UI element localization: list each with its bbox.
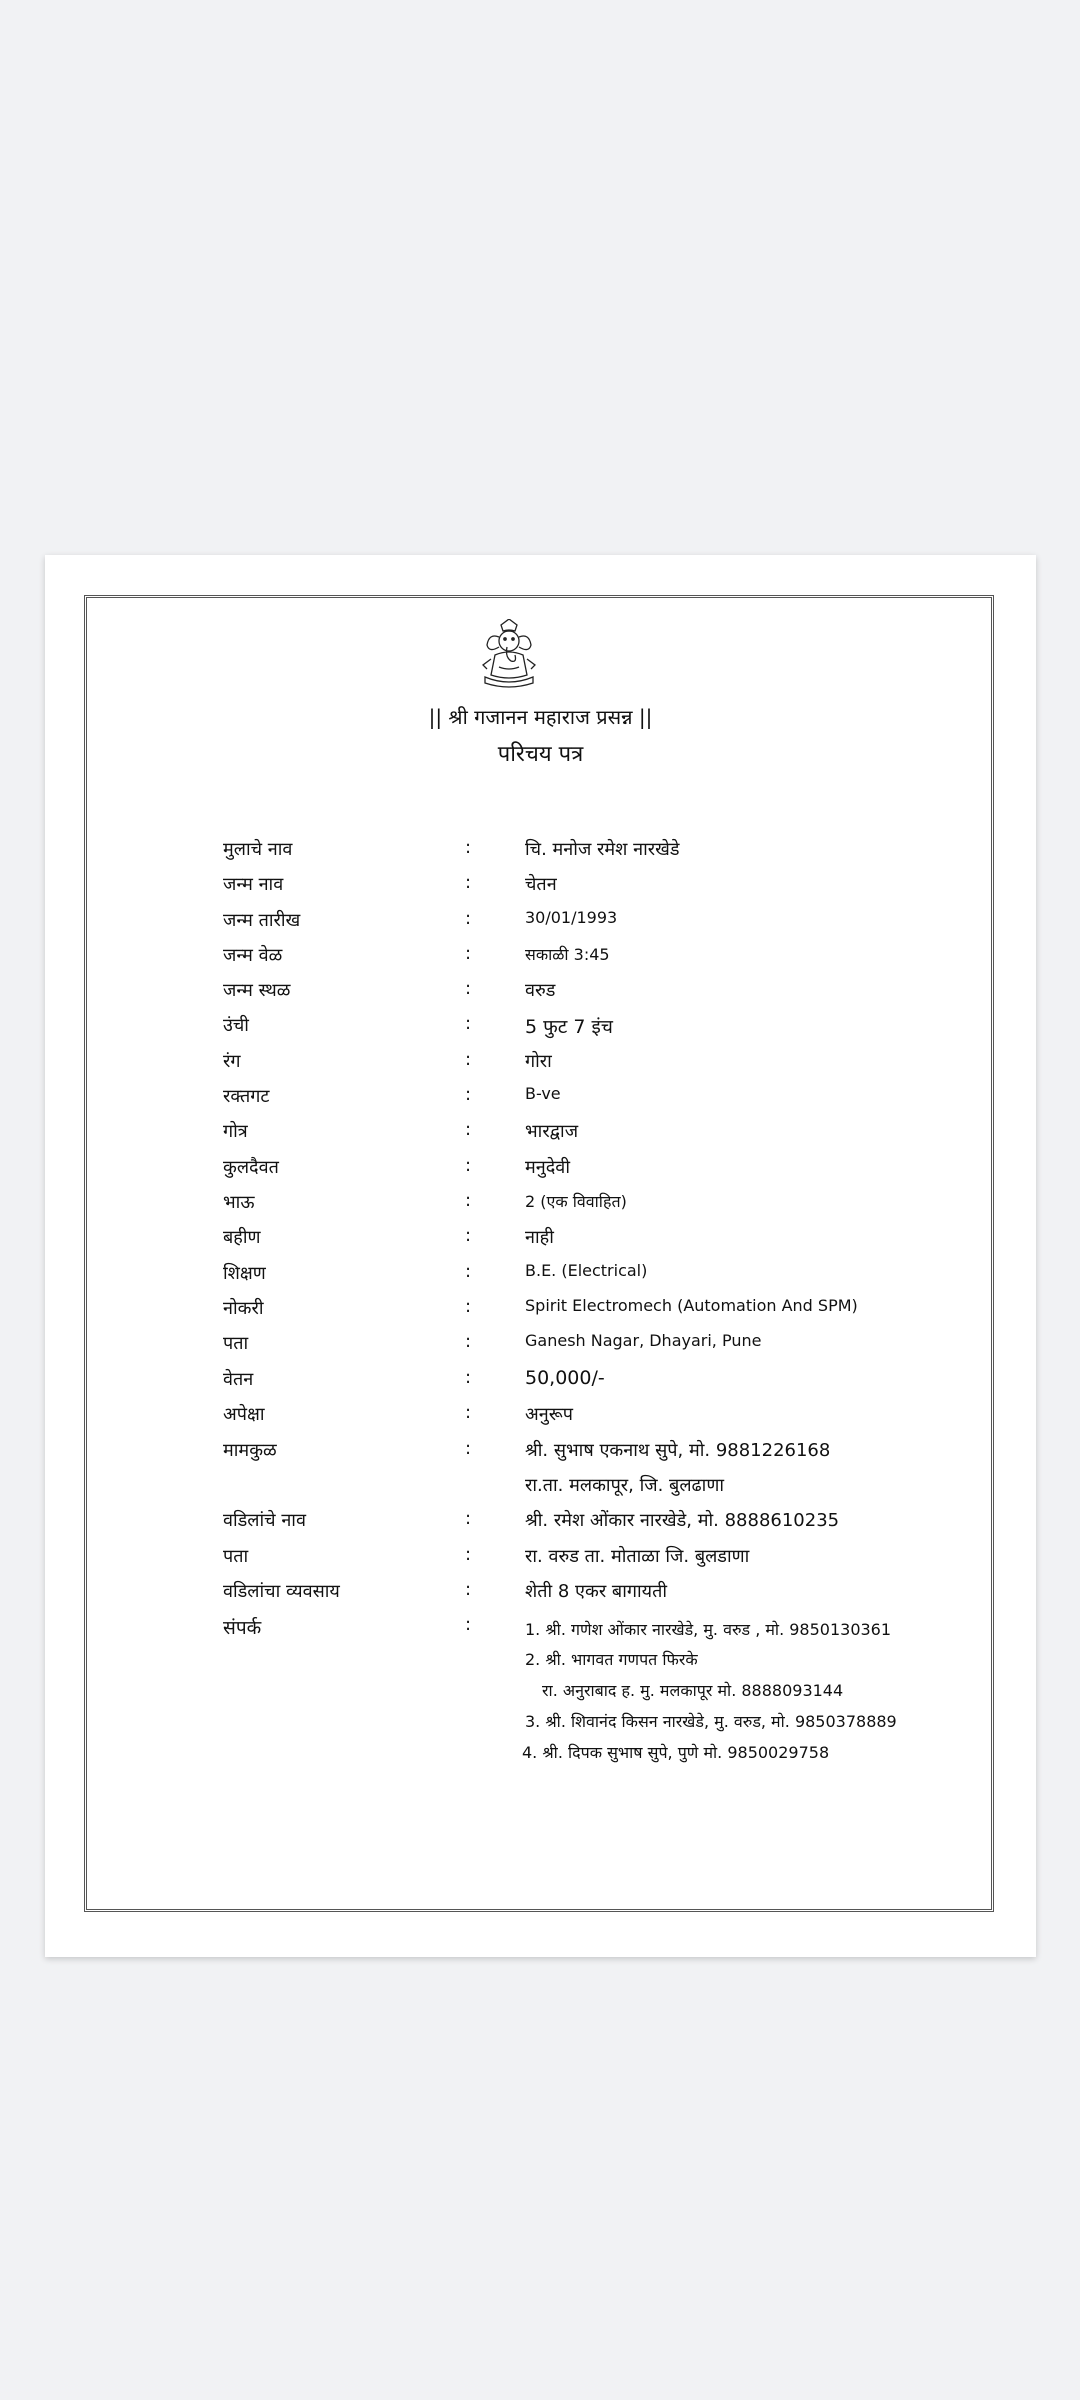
- row-separator: :: [465, 978, 472, 999]
- row-value: Ganesh Nagar, Dhayari, Pune: [525, 1331, 762, 1350]
- row-value: 5 फुट 7 इंच: [525, 1016, 613, 1038]
- row-value: चि. मनोज रमेश नारखेडे: [525, 839, 680, 860]
- row-label: कुलदैवत: [223, 1157, 279, 1178]
- row-label: अपेक्षा: [223, 1404, 265, 1425]
- row-value: गोरा: [525, 1051, 552, 1072]
- row-separator: :: [465, 1508, 472, 1529]
- row-separator: :: [465, 1438, 472, 1459]
- row-value: अनुरूप: [525, 1404, 573, 1425]
- page-title: परिचय पत्र: [497, 742, 584, 767]
- row-separator: :: [465, 943, 472, 964]
- row-separator: :: [465, 1331, 472, 1352]
- row-separator: :: [465, 908, 472, 929]
- row-value: मनुदेवी: [525, 1157, 570, 1178]
- row-value: रा. वरुड ता. मोताळा जि. बुलडाणा: [525, 1546, 750, 1567]
- row-value: B.E. (Electrical): [525, 1261, 648, 1280]
- row-separator: :: [465, 1261, 472, 1282]
- row-label: गोत्र: [223, 1121, 248, 1142]
- row-label: जन्म तारीख: [223, 910, 301, 931]
- contact-item: 4. श्री. दिपक सुभाष सुपे, पुणे मो. 9850029758: [522, 1743, 830, 1762]
- contact-item: 2. श्री. भागवत गणपत फिरके: [525, 1650, 698, 1669]
- row-label: रंग: [223, 1051, 241, 1072]
- row-label: शिक्षण: [223, 1263, 266, 1284]
- row-separator: :: [465, 1084, 472, 1105]
- row-separator: :: [465, 1579, 472, 1600]
- row-label: रक्तगट: [223, 1086, 270, 1107]
- row-separator: :: [465, 1402, 472, 1423]
- row-label: नोकरी: [223, 1298, 264, 1319]
- row-value: चेतन: [525, 874, 557, 895]
- row-value: श्री. सुभाष एकनाथ सुपे, मो. 9881226168: [525, 1440, 831, 1461]
- row-label: मामकुळ: [223, 1440, 277, 1461]
- contact-item: 3. श्री. शिवानंद किसन नारखेडे, मु. वरुड, मो. 9850378889: [525, 1712, 897, 1731]
- row-label: जन्म नाव: [223, 874, 284, 895]
- row-label: पता: [223, 1546, 249, 1567]
- row-separator: :: [465, 1190, 472, 1211]
- row-label: वडिलांचे नाव: [223, 1510, 306, 1531]
- row-value: सकाळी 3:45: [525, 945, 610, 964]
- row-separator: :: [465, 1155, 472, 1176]
- row-value: नाही: [525, 1227, 554, 1248]
- row-value: श्री. रमेश ओंकार नारखेडे, मो. 8888610235: [525, 1510, 840, 1531]
- row-label: जन्म स्थळ: [223, 980, 291, 1001]
- row-value: भारद्वाज: [525, 1121, 579, 1142]
- row-label: जन्म वेळ: [223, 945, 283, 966]
- row-separator: :: [465, 1367, 472, 1388]
- row-separator: :: [465, 1049, 472, 1070]
- document-page: [45, 555, 1036, 1957]
- row-separator: :: [465, 1119, 472, 1140]
- invocation-line: || श्री गजानन महाराज प्रसन्न ||: [428, 705, 653, 729]
- row-value: 30/01/1993: [525, 908, 618, 927]
- row-value: Spirit Electromech (Automation And SPM): [525, 1296, 858, 1315]
- row-label: बहीण: [223, 1227, 261, 1248]
- row-value: वरुड: [525, 980, 556, 1001]
- row-separator: :: [465, 872, 472, 893]
- contact-item-address: रा. अनुराबाद ह. मु. मलकापूर मो. 8888093144: [542, 1681, 844, 1700]
- row-label: वडिलांचा व्यवसाय: [223, 1581, 340, 1602]
- row-separator: :: [465, 1225, 472, 1246]
- row-label: संपर्क: [223, 1617, 262, 1639]
- row-label: भाऊ: [223, 1192, 255, 1213]
- row-value: 50,000/-: [525, 1367, 605, 1389]
- row-label: मुलाचे नाव: [223, 839, 293, 860]
- row-separator: :: [465, 1013, 472, 1034]
- row-value: B-ve: [525, 1084, 561, 1103]
- row-value-line2: रा.ता. मलकापूर, जि. बुलढाणा: [525, 1475, 725, 1496]
- row-separator: :: [465, 1296, 472, 1317]
- row-separator: :: [465, 837, 472, 858]
- contact-item: 1. श्री. गणेश ओंकार नारखेडे, मु. वरुड , मो. 9850130361: [525, 1620, 892, 1639]
- row-label: पता: [223, 1333, 249, 1354]
- row-value: 2 (एक विवाहित): [525, 1192, 627, 1211]
- row-label: वेतन: [223, 1369, 254, 1390]
- row-separator: :: [465, 1544, 472, 1565]
- ganesha-icon: [477, 619, 541, 691]
- row-label: उंची: [223, 1015, 249, 1036]
- row-value: शेती 8 एकर बागायती: [525, 1581, 668, 1602]
- row-separator: :: [465, 1614, 472, 1635]
